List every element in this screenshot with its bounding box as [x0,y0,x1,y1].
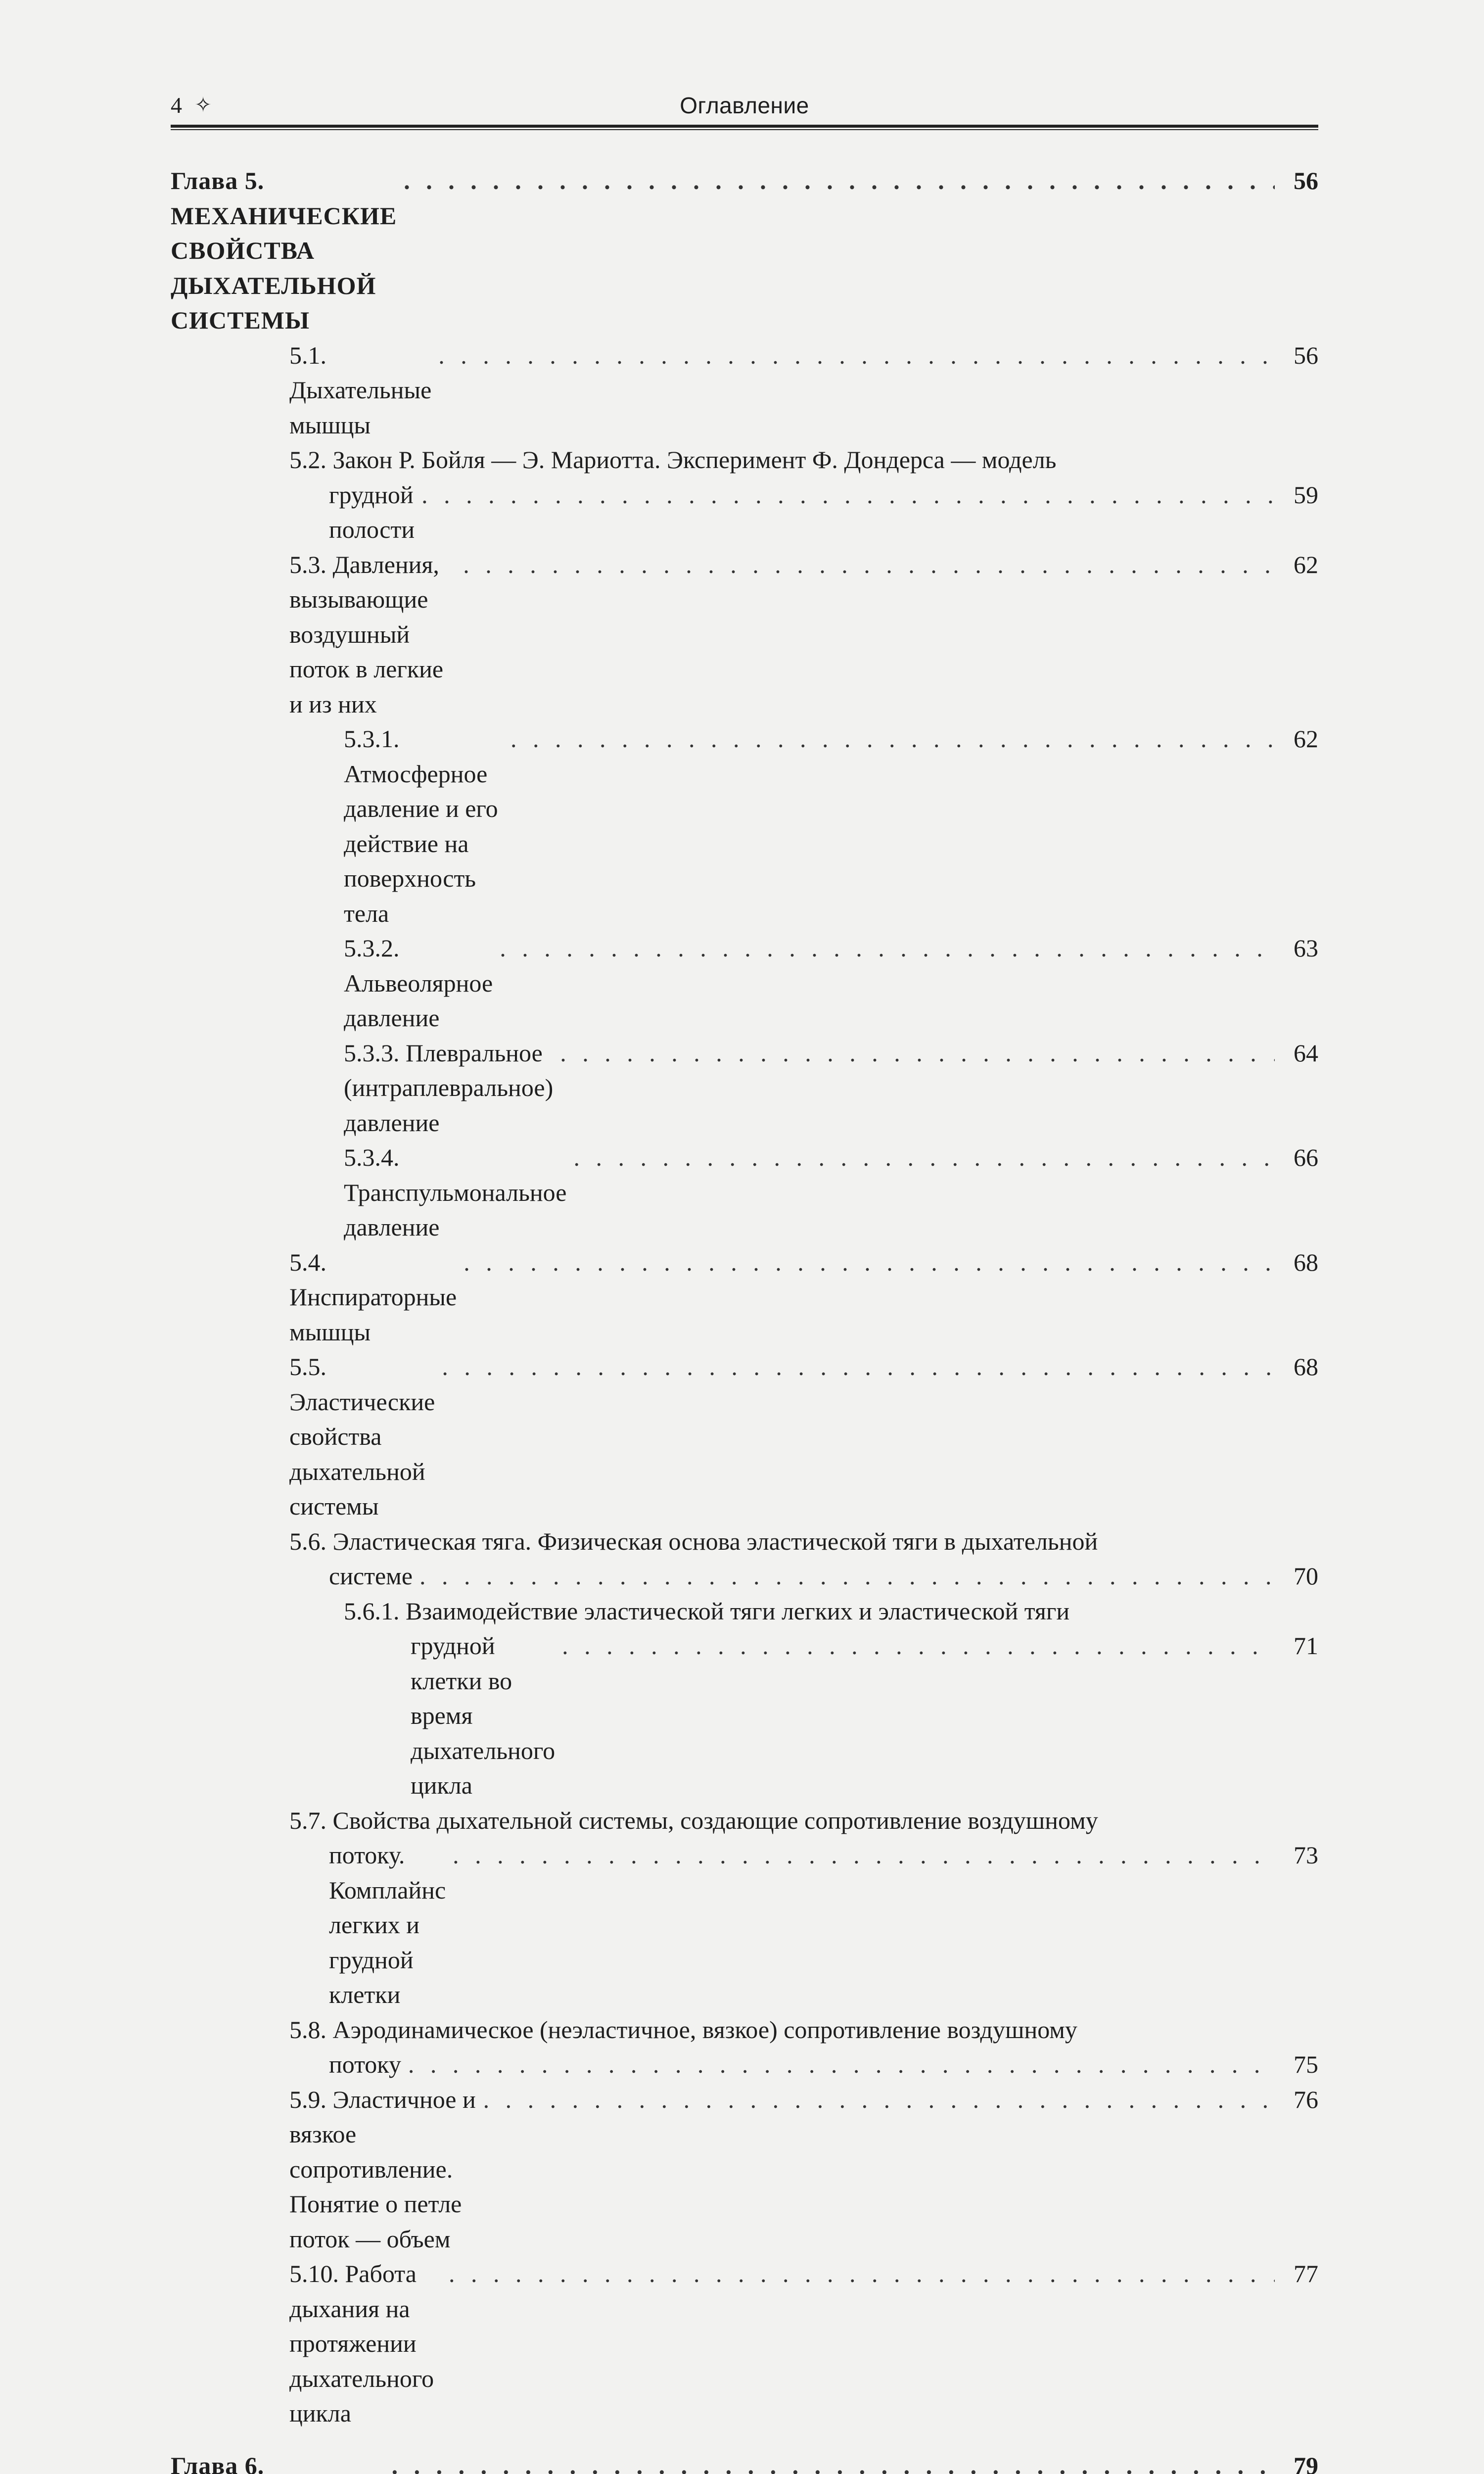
toc-entry-line [289,1838,1318,2012]
toc-entry-number: Глава 6. [171,2452,264,2474]
toc-entry-title: Эластические свойства дыхательной системы [289,1388,435,1521]
toc-entry-line [344,1140,1318,1245]
toc-page-number: 73 [1284,1838,1318,1873]
toc-entry-line [289,477,1318,547]
toc-entry-text [289,2082,476,2257]
toc-entry-title: Эластичное и вязкое сопротивление. Понятие о петле поток — объем [289,2086,476,2253]
header-rule [171,125,1318,130]
dot-leader [453,1838,1275,1873]
toc-section-entry [171,2082,1318,2257]
toc-entry-line [344,1036,1318,1141]
toc-entry-title: потоку. Комплайнс легких и грудной клетки [329,1841,446,2008]
toc-section-entry [171,2012,1318,2082]
toc-entry-text [289,1245,457,1350]
dot-leader [408,2047,1275,2082]
toc-entry-title: системе [329,1562,413,1590]
toc-entry-text [344,1597,1069,1625]
toc-entry-number: 5.6.1. [344,1597,400,1625]
toc-entry-title: Инспираторные мышцы [289,1283,457,1346]
toc-entry-line [289,442,1318,477]
toc-entry-number: 5.6. [289,1527,326,1555]
toc-section-entry [171,1524,1318,1594]
toc-entry-text [171,163,397,338]
toc-entry-text [289,1807,1098,1834]
toc-entry-title: Транспульмональное давление [344,1179,566,1241]
toc-entry-title: Эластическая тяга. Физическая основа эластической тяги в дыхательной [333,1527,1098,1555]
toc-page-number: 64 [1284,1036,1318,1071]
toc-entry-number: 5.3. [289,551,326,578]
toc-section-entry [171,721,1318,931]
toc-section-entry [171,1036,1318,1141]
toc-page-number: 71 [1284,1628,1318,1664]
dot-leader [438,338,1275,373]
toc-entry-line [344,721,1318,931]
toc-page-number: 56 [1284,338,1318,373]
toc-entry-text [329,477,415,547]
toc-entry-title: Свойства дыхательной системы, создающие сопротивление воздушному [333,1807,1098,1834]
toc-entry-title: Закон Р. Бойля — Э. Мариотта. Эксперимент Ф. Дондерса — модель [333,446,1057,474]
toc-page-number: 68 [1284,1245,1318,1280]
toc-entry-title: Аэродинамическое (неэластичное, вязкое) сопротивление воздушному [333,2016,1077,2044]
toc-section-entry [171,1245,1318,1350]
dot-leader [560,1036,1275,1071]
dot-leader [442,1349,1275,1384]
toc-entry-text [289,547,456,722]
dot-leader [562,1628,1275,1664]
toc-entry-number: 5.8. [289,2016,326,2044]
toc-entry-text [289,2256,442,2431]
toc-entry-title: потоку [329,2050,401,2078]
toc-entry-title: Альвеолярное давление [344,969,493,1032]
toc-page-number: 68 [1284,1349,1318,1384]
toc-entry-text [344,1036,553,1141]
toc-page-number: 62 [1284,721,1318,757]
header-title: Оглавление [171,88,1318,123]
toc-entry-number: Глава 5. [171,167,264,194]
toc-entry-title: Взаимодействие эластической тяги легких и эластической тяги [406,1597,1069,1625]
toc-chapter-entry [171,163,1318,338]
toc-entry-line [289,2082,1318,2257]
toc-entry-number: 5.3.4. [344,1143,400,1171]
toc-section-entry [171,931,1318,1036]
toc-entry-line [289,1349,1318,1524]
toc-page-number: 59 [1284,477,1318,513]
toc-page-number: 79 [1284,2448,1318,2474]
toc-section-entry [171,442,1318,547]
toc-entry-title: Работа дыхания на протяжении дыхательного цикла [289,2260,434,2427]
toc-section-entry [171,2256,1318,2431]
dot-leader [500,931,1275,966]
dot-leader [421,477,1275,513]
toc-entry-line [289,2012,1318,2047]
toc-entry-line [289,1803,1318,1838]
toc-entry-text [329,1559,413,1594]
toc-entry-title: Дыхательные мышцы [289,376,431,439]
toc-entry-line [289,1524,1318,1559]
toc-entry-number: 5.2. [289,446,326,474]
toc-entry-line [289,2047,1318,2082]
toc-entry-number: 5.3.2. [344,934,400,962]
toc-entry-number: 5.9. [289,2086,326,2113]
toc-entry-text [411,1628,555,1803]
toc-entry-line [344,931,1318,1036]
toc-entry-text [344,931,493,1036]
dot-leader [573,1140,1275,1175]
toc-page-number: 75 [1284,2047,1318,2082]
toc-section-entry [171,1140,1318,1245]
toc-entry-title: Атмосферное давление и его действие на поверхность тела [344,760,498,927]
toc-page-number: 63 [1284,931,1318,966]
dot-leader [463,547,1275,582]
toc-page-number: 77 [1284,2256,1318,2291]
toc-entry-text [289,1527,1098,1555]
dot-leader [404,163,1275,198]
toc-entry-number: 5.10. [289,2260,339,2287]
ornament-icon: ✧ [194,88,212,123]
table-of-contents [171,163,1318,2474]
toc-entry-line [344,1594,1318,1629]
toc-page-number: 66 [1284,1140,1318,1175]
toc-page-number: 62 [1284,547,1318,582]
toc-entry-text [171,2448,385,2474]
toc-page-number: 56 [1284,163,1318,198]
dot-leader [510,721,1275,757]
toc-entry-text [289,446,1056,474]
toc-entry-number: 5.3.1. [344,725,400,753]
toc-entry-title: грудной клетки во время дыхательного цикла [411,1632,555,1799]
dot-leader [464,1245,1275,1280]
toc-entry-line [171,163,1318,338]
toc-section-entry [171,1594,1318,1803]
toc-section-entry [171,338,1318,443]
toc-entry-number: 5.5. [289,1353,326,1380]
page-number: 4 [171,88,182,123]
toc-entry-title: Давления, вызывающие воздушный поток в легкие и из них [289,551,443,718]
toc-entry-number: 5.3.3. [344,1039,400,1067]
toc-entry-text [289,2016,1077,2044]
running-header [171,88,1318,123]
toc-page-number: 76 [1284,2082,1318,2117]
dot-leader [419,1559,1275,1594]
toc-entry-number: 5.1. [289,341,326,369]
toc-page-number: 70 [1284,1559,1318,1594]
toc-section-entry [171,547,1318,722]
toc-entry-text [344,1140,566,1245]
toc-entry-title: грудной полости [329,481,415,544]
toc-entry-text [289,338,431,443]
toc-entry-line [289,2256,1318,2431]
toc-entry-text [329,2047,401,2082]
toc-entry-text [344,721,504,931]
toc-entry-line [289,547,1318,722]
toc-chapter-entry [171,2448,1318,2474]
toc-entry-line [344,1628,1318,1803]
toc-entry-text [329,1838,446,2012]
toc-entry-line [289,1245,1318,1350]
toc-entry-title: МЕХАНИЧЕСКИЕ СВОЙСТВА ДЫХАТЕЛЬНОЙ СИСТЕМЫ [171,202,397,334]
toc-entry-line [171,2448,1318,2474]
toc-section-entry [171,1349,1318,1524]
toc-entry-title: Плевральное (интраплевральное) давление [344,1039,553,1137]
toc-entry-number: 5.4. [289,1248,326,1276]
dot-leader [449,2256,1275,2291]
toc-entry-text [289,1349,435,1524]
dot-leader [392,2448,1275,2474]
toc-entry-line [289,1559,1318,1594]
toc-section-entry [171,1803,1318,2012]
toc-entry-number: 5.7. [289,1807,326,1834]
dot-leader [483,2082,1275,2117]
toc-entry-line [289,338,1318,443]
